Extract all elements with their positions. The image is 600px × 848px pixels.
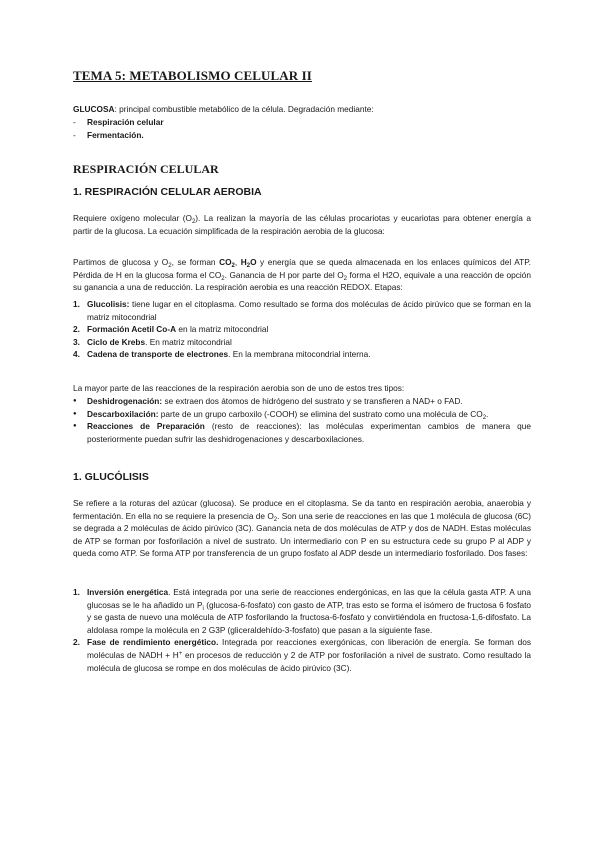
list-item: 1. Glucolisis: tiene lugar en el citoplasma. Como resultado se forma dos moléculas de ácido pirúvico que se forman en la matriz mitocondrial xyxy=(73,299,531,322)
aerobia-paragraph-2: Partimos de glucosa y $O_2$, se forman $CO_2$, $H_2O$ y energía que se queda almacenada en los enlaces químicos del ATP. Pérdida de H en la glucosa forma el $CO_2$. Ganancia de H por parte del $O_2$ forma el H2O, equivale a una reacción de opción su ganancia a una de reducción. La respiración aerobia es una reacción REDOX. Etapas: xyxy=(73,257,532,293)
list-item: 3. Ciclo de Krebs. En matriz mitocondrial xyxy=(73,336,232,347)
tipos-intro: La mayor parte de las reacciones de la respiración aerobia son de uno de estos tres tipos: xyxy=(73,383,405,393)
list-item: 1. Inversión energética. Está integrada por una serie de reacciones endergónicas, en las que la célula gasta ATP. A una glucosas se le ha añadido un $P_i$ (glucosa-6-fosfato) con gasto de ATP, tras esto se forma el isómero de fructosa 6 fosfato y se gasta de nuevo una molécula de ATP fosforilando la fructosa-6-fosfato y convirtiéndola en fructosa-1,6-difosfato. La aldolasa rompe la molécula en 2 G3P (gliceraldehído-3-fosfato) que pasan a la siguiente fase. xyxy=(73,587,531,635)
list-item: ● Deshidrogenación: se extraen dos átomos de hidrógeno del sustrato y se transfieren a NAD+ o FAD. xyxy=(73,395,531,408)
subsection-heading-aerobia: 1. RESPIRACIÓN CELULAR AEROBIA xyxy=(73,186,262,198)
page-title: TEMA 5: METABOLISMO CELULAR II xyxy=(73,68,312,83)
degradation-list xyxy=(73,116,531,141)
list-item: - Respiración celular xyxy=(73,116,531,129)
list-item: 2. Formación Acetil Co-A en la matriz mitocondrial xyxy=(73,324,269,335)
list-item: 2. Fase de rendimiento energético. Integrada por reacciones exergónicas, con liberación de energía. Se forman dos moléculas de NADH + H+ en procesos de reducción y 2 de ATP por fosforilación a nivel de sustrato. Como resultado la molécula de glucosa se rompe en dos moléculas de ácido pirúvico (3C). xyxy=(73,637,531,673)
intro-paragraph: GLUCOSA: principal combustible metabólico de la célula. Degradación mediante: xyxy=(73,104,374,114)
glucosa-term: GLUCOSA xyxy=(73,104,115,114)
subsection-heading-glucolisis: 1. GLUCÓLISIS xyxy=(73,471,149,483)
list-item: - Fermentación. xyxy=(73,129,531,142)
list-item: ● Descarboxilación: parte de un grupo carboxilo (-COOH) se elimina del sustrato como una molécula de $CO_2$. xyxy=(73,408,531,421)
etapas-list xyxy=(73,298,531,361)
glucolisis-paragraph: Se refiere a la roturas del azúcar (glucosa). Se produce en el citoplasma. Se da tanto en respiración aerobia, anaerobia y fermentación. En ella no se requiere la presencia de $O_2$. Son una serie de reacciones en las que 1 molécula de glucosa (6C) se degrada a 2 moléculas de ácido pirúvico (3C). Ganancia neta de dos moléculas de ATP y dos de NADH. Estas moléculas de ATP se forman por fosforilación a nivel de sustrato. Un intermediario con P en su estructura cede su grupo P al ADP y queda como ATP. Se forma ATP por transferencia de un grupo fosfato al ADP desde un intermediario fosforilado. Dos fases: xyxy=(73,498,532,559)
aerobia-paragraph-1: Requiere oxígeno molecular $(O_2)$. La realizan la mayoría de las células procariotas y eucariotas para obtener energía a partir de la glucosa. La ecuación simplificada de la respiración aerobia de la glucosa: xyxy=(73,213,532,236)
list-item: 4. Cadena de transporte de electrones. En la membrana mitocondrial interna. xyxy=(73,349,371,360)
section-heading-respiracion: RESPIRACIÓN CELULAR xyxy=(73,162,219,176)
list-item: ● Reacciones de Preparación (resto de reacciones): las moléculas experimentan cambios de manera que posteriormente puedan sufrir las deshidrogenaciones y descarboxilaciones. xyxy=(73,420,531,445)
fases-list xyxy=(73,586,531,674)
tipos-list xyxy=(73,395,531,445)
